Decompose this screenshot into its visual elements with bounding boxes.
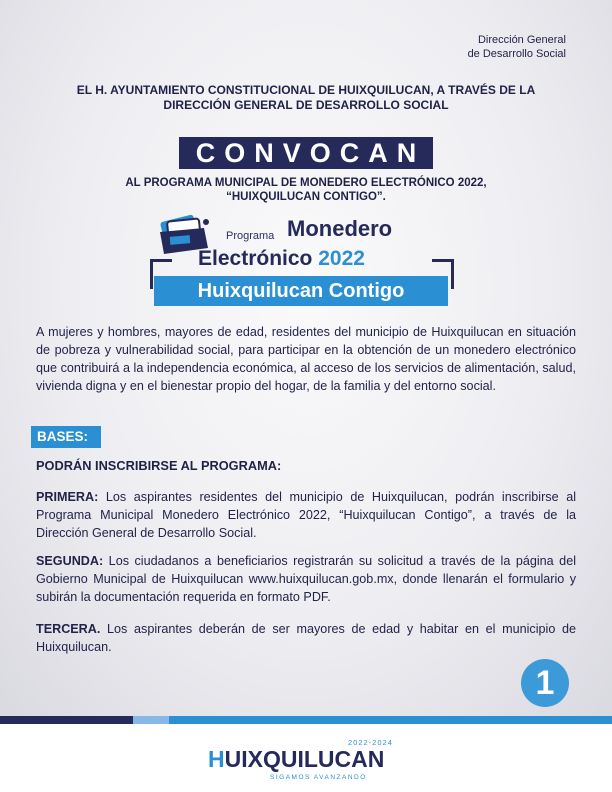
logo-programa-label: Programa [226,230,275,242]
segunda-lead: SEGUNDA: [36,554,104,568]
inscribir-heading: PODRÁN INSCRIBIRSE AL PROGRAMA: [36,458,282,473]
convocan-title: CONVOCAN [179,137,434,169]
footer-name [208,746,384,773]
segunda-paragraph [36,552,576,606]
stripe-light-blue [133,716,169,724]
intro-line-2: DIRECCIÓN GENERAL DE DESARROLLO SOCIAL [163,98,449,112]
primera-lead: PRIMERA: [36,490,99,504]
footer-slogan: SIGAMOS AVANZANDO [270,774,367,781]
tercera-lead: TERCERA. [36,622,101,636]
bases-label: BASES: [31,426,101,448]
segunda-text: Los ciudadanos a beneficiarios registrarán su solicitud a través de la página del Gobierno Municipal de Huixquilucan www.huixquilucan.gob.mx, donde llenarán el formulario y subirán la documentación requerida en formato PDF. [36,554,576,604]
intro-paragraph: A mujeres y hombres, mayores de edad, residentes del municipio de Huixquilucan en situación de pobreza y vulnerabilidad social, para participar en la obtención de un monedero electrónico que contribuirá a la independencia económica, al acceso de los servicios de alimentación, salud, vivienda digna y en el bienestar propio del hogar, de la familia y del entorno social. [36,325,576,393]
tercera-text: Los aspirantes deberán de ser mayores de edad y habitar en el municipio de Huixquilucan. [36,622,576,654]
program-logo [150,212,460,312]
intro-line-1: EL H. AYUNTAMIENTO CONSTITUCIONAL DE HUIXQUILUCAN, A TRAVÉS DE LA [76,83,536,97]
program-line-2: “HUIXQUILUCAN CONTIGO”. [226,191,386,203]
huixquilucan-logo [208,738,408,786]
logo-contigo-bar: Huixquilucan Contigo [154,276,448,306]
program-heading [40,176,572,204]
department-line-1: Dirección General [477,34,566,46]
tercera-paragraph [36,620,576,656]
primera-paragraph [36,488,576,542]
logo-year-label: 2022 [318,247,365,270]
department-header [468,33,566,61]
logo-electronico-line [198,247,365,271]
footer-years: 2022-2024 [348,738,393,747]
footer-name-rest: UIXQUILUCAN [224,746,385,772]
stripe-blue [169,716,612,724]
logo-monedero-label: Monedero [287,216,393,241]
logo-electronico-label: Electrónico [198,247,313,270]
divider-stripe [0,716,612,724]
convocan-banner [0,137,612,169]
department-line-2: de Desarrollo Social [467,48,566,60]
primera-text: Los aspirantes residentes del municipio de Huixquilucan, podrán inscribirse al Programa Municipal Monedero Electrónico 2022, “Huixquilucan Contigo”, a través de la Dirección General de Desarrollo Social. [36,490,576,540]
intro-heading [40,83,572,113]
page-number-badge: 1 [521,659,569,707]
program-line-1: AL PROGRAMA MUNICIPAL DE MONEDERO ELECTRÓNICO 2022, [125,177,487,189]
footer-name-h: H [208,746,225,772]
